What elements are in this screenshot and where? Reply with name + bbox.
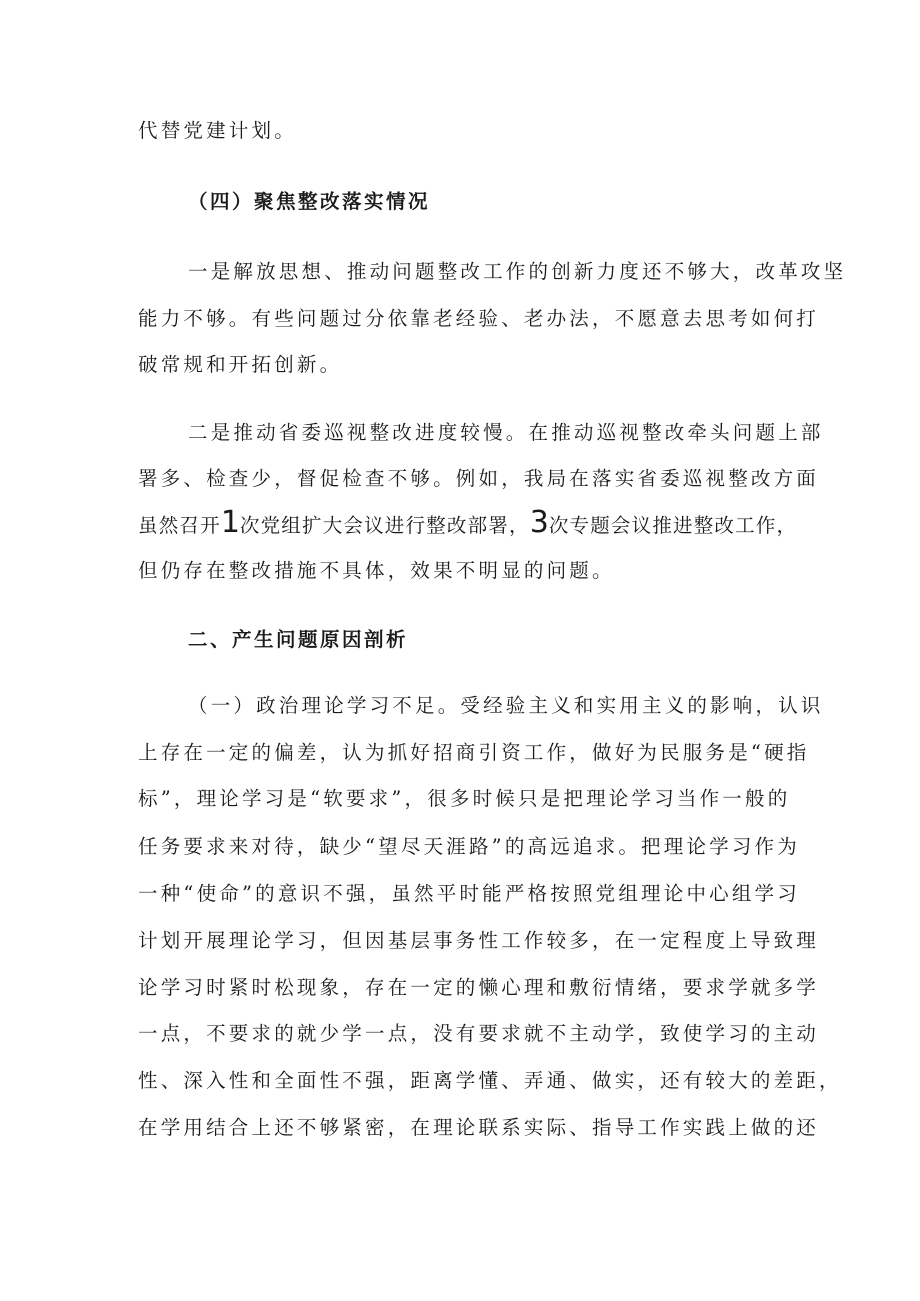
section-four-heading: （四）聚焦整改落实情况 xyxy=(188,190,431,213)
para2-line-3-part-a: 虽然召开 xyxy=(138,514,221,537)
para2-line-2: 署多、检查少，督促检查不够。例如，我局在落实省委巡视整改方面 xyxy=(138,467,820,490)
para2-line-3-part-b: 次党组扩大会议进行整改部署， xyxy=(239,514,530,537)
para3-line-4: 任务要求来对待，缺少“望尽天涯路”的高远追求。把理论学习作为 xyxy=(138,835,800,858)
para3-line-9: 性、深入性和全面性不强，距离学懂、弄通、做实，还有较大的差距， xyxy=(138,1069,842,1092)
meeting-count-1: 1 xyxy=(220,505,240,540)
para3-line-1: （一）政治理论学习不足。受经验主义和实用主义的影响，认识 xyxy=(188,694,824,717)
para3-line-2: 上存在一定的偏差，认为抓好招商引资工作，做好为民服务是“硬指 xyxy=(138,741,810,764)
section-two-heading: 二、产生问题原因剖析 xyxy=(188,628,409,651)
meeting-count-2: 3 xyxy=(529,505,549,540)
para2-line-3 xyxy=(138,505,798,540)
para3-line-7: 论学习时紧时松现象，存在一定的懒心理和敷衍情绪，要求学就多学 xyxy=(138,976,820,999)
para1-line-3: 破常规和开拓创新。 xyxy=(138,353,343,376)
para2-line-4: 但仍存在整改措施不具体，效果不明显的问题。 xyxy=(138,559,615,582)
para1-line-1: 一是解放思想、推动问题整改工作的创新力度还不够大，改革攻坚 xyxy=(188,260,847,283)
para2-line-3-part-c: 次专题会议推进整改工作， xyxy=(548,514,798,537)
para2-line-1: 二是推动省委巡视整改进度较慢。在推动巡视整改牵头问题上部 xyxy=(188,421,824,444)
para3-line-5: 一种“使命”的意识不强，虽然平时能严格按照党组理论中心组学习 xyxy=(138,882,800,905)
para1-line-2: 能力不够。有些问题过分依靠老经验、老办法，不愿意去思考如何打 xyxy=(138,307,820,330)
carry-over-line: 代替党建计划。 xyxy=(138,119,297,142)
para3-line-10: 在学用结合上还不够紧密，在理论联系实际、指导工作实践上做的还 xyxy=(138,1116,820,1139)
para3-line-3: 标”，理论学习是“软要求”，很多时候只是把理论学习当作一般的 xyxy=(138,787,791,810)
para3-line-8: 一点，不要求的就少学一点，没有要求就不主动学，致使学习的主动 xyxy=(138,1022,820,1045)
para3-line-6: 计划开展理论学习，但因基层事务性工作较多，在一定程度上导致理 xyxy=(138,929,820,952)
